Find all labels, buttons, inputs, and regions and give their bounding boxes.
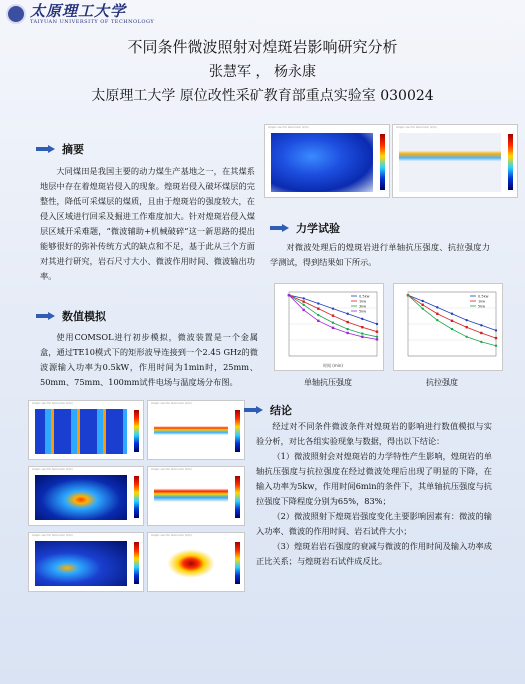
logo-en: TAIYUAN UNIVERSITY OF TECHNOLOGY <box>30 19 155 25</box>
data-point <box>361 326 363 328</box>
sim-figure: Graph: electric field norm (V/m) <box>28 400 144 460</box>
chart-tensile <box>393 283 503 371</box>
university-logo <box>6 3 154 25</box>
data-point <box>376 336 378 338</box>
data-point <box>302 309 304 311</box>
data-point <box>465 326 467 328</box>
simulation-heading: 数值模拟 <box>36 308 106 324</box>
data-point <box>332 327 334 329</box>
data-point <box>317 302 319 304</box>
tensile-strength-chart <box>394 284 502 370</box>
legend-label: 1kw <box>478 299 486 304</box>
data-point <box>436 313 438 315</box>
data-point <box>465 336 467 338</box>
data-point <box>421 307 423 309</box>
arrow-icon <box>36 312 56 320</box>
data-point <box>421 300 423 302</box>
data-point <box>376 323 378 325</box>
data-point <box>346 321 348 323</box>
data-point <box>495 337 497 339</box>
data-point <box>346 313 348 315</box>
data-point <box>302 304 304 306</box>
data-point <box>376 338 378 340</box>
data-point <box>376 330 378 332</box>
affiliation: 太原理工大学 原位改性采矿教育部重点实验室 030024 <box>91 88 434 104</box>
legend-label: 1kw <box>359 299 367 304</box>
data-point <box>407 294 409 296</box>
data-point <box>495 345 497 347</box>
legend-label: 0.5kw <box>478 294 489 299</box>
arrow-icon <box>36 145 56 153</box>
logo-cn: 太原理工大学 <box>30 2 127 20</box>
arrow-icon <box>270 224 290 232</box>
legend-label: 5kw <box>478 304 486 309</box>
data-point <box>451 313 453 315</box>
data-point <box>451 328 453 330</box>
data-point <box>361 336 363 338</box>
chart-left-caption: 单轴抗压强度 <box>304 378 352 387</box>
data-point <box>436 306 438 308</box>
sim-figure: Graph: electric field norm (V/m) <box>392 124 518 198</box>
data-point <box>317 314 319 316</box>
data-point <box>421 304 423 306</box>
data-point <box>361 318 363 320</box>
sim-figure: Graph: electric field norm (V/m) <box>147 466 245 526</box>
x-axis-label: 时间 (min) <box>323 363 343 368</box>
data-point <box>332 322 334 324</box>
simulation-text: 使用COMSOL进行初步模拟，微波装置是一个金属盒，通过TE10模式下的矩形波导连接到一个2.45 GHz的微波源输入功率为0.5kW，作用时间为1min时，25mm、50mm、75mm、100mm试件电场与温度场分布图。 <box>40 332 258 387</box>
chart-compressive <box>274 283 384 371</box>
data-point <box>495 329 497 331</box>
chart-right-caption: 抗拉强度 <box>426 378 458 387</box>
data-point <box>480 341 482 343</box>
data-point <box>346 332 348 334</box>
mechanics-heading: 力学试验 <box>270 220 340 236</box>
legend-label: 5kw <box>359 309 367 314</box>
data-point <box>451 320 453 322</box>
data-point <box>332 307 334 309</box>
data-point <box>332 314 334 316</box>
data-point <box>346 328 348 330</box>
sim-figure: Graph: electric field norm (V/m) <box>147 400 245 460</box>
legend-label: 3kw <box>359 304 367 309</box>
data-point <box>288 294 290 296</box>
authors: 张慧军 ， 杨永康 <box>209 64 316 80</box>
conclusion-heading: 结论 <box>244 402 292 418</box>
arrow-icon <box>244 406 264 414</box>
legend-label: 0.5kw <box>359 294 370 299</box>
sim-figure: Graph: electric field norm (V/m) <box>264 124 390 198</box>
data-point <box>302 297 304 299</box>
mechanics-text: 对微波处理后的煌斑岩进行单轴抗压强度、抗拉强度力学测试，得到结果如下所示。 <box>270 242 490 267</box>
data-point <box>317 320 319 322</box>
data-point <box>436 319 438 321</box>
compressive-strength-chart <box>275 284 383 370</box>
sim-figure: Graph: electric field norm (V/m) <box>28 532 144 592</box>
data-point <box>302 300 304 302</box>
sim-figure: Graph: electric field norm (V/m) <box>28 466 144 526</box>
abstract-text: 大同煤田是我国主要的动力煤生产基地之一，在其煤系地层中存在着煌斑岩侵入的现象。煌斑岩侵入破坏煤层的完整性，降低可采煤层的煤质，且由于煌斑岩的强度较大，在侵入区域进行回采及掘进工作难度加大。针对煌斑岩侵入煤层区域开采难题，“微波辅助+机械破碎”这一新思路的提出能够很好的弥补传统方式的缺点和不足，基于此从三个方面对其进行研究，岩石尺寸大小、微波作用时间、微波输出功率。 <box>40 166 255 281</box>
data-point <box>480 332 482 334</box>
abstract-heading: 摘要 <box>36 141 84 157</box>
data-point <box>465 319 467 321</box>
data-point <box>317 307 319 309</box>
data-point <box>480 324 482 326</box>
poster-title: 不同条件微波照射对煌斑岩影响研究分析 <box>127 38 398 56</box>
data-point <box>361 332 363 334</box>
sim-figure: Graph: electric field norm (V/m) <box>147 532 245 592</box>
seal-icon <box>6 4 26 24</box>
conclusion-text: 经过对不同条件微波条件对煌斑岩的影响进行数值模拟与实验分析，对比各组实验现象与数据，得出以下结论： （1）微波照射会对煌斑岩的力学特性产生影响，煌斑岩的单轴抗压强度与抗拉强度在经过微波处理后出现了明显的下降，在输入功率为5kw，作用时间6min的条件下，其单轴抗压强度与抗拉强度下降程度分别为65%，83%； （2）微波照射下煌斑岩强度变化主要影响因素有：微波的输入功率、微波的作用时间、岩石试件大小； （3）煌斑岩岩石强度的衰减与微波的作用时间及输入功率成正比关系；与煌斑岩石试件成反比。 <box>256 421 492 566</box>
